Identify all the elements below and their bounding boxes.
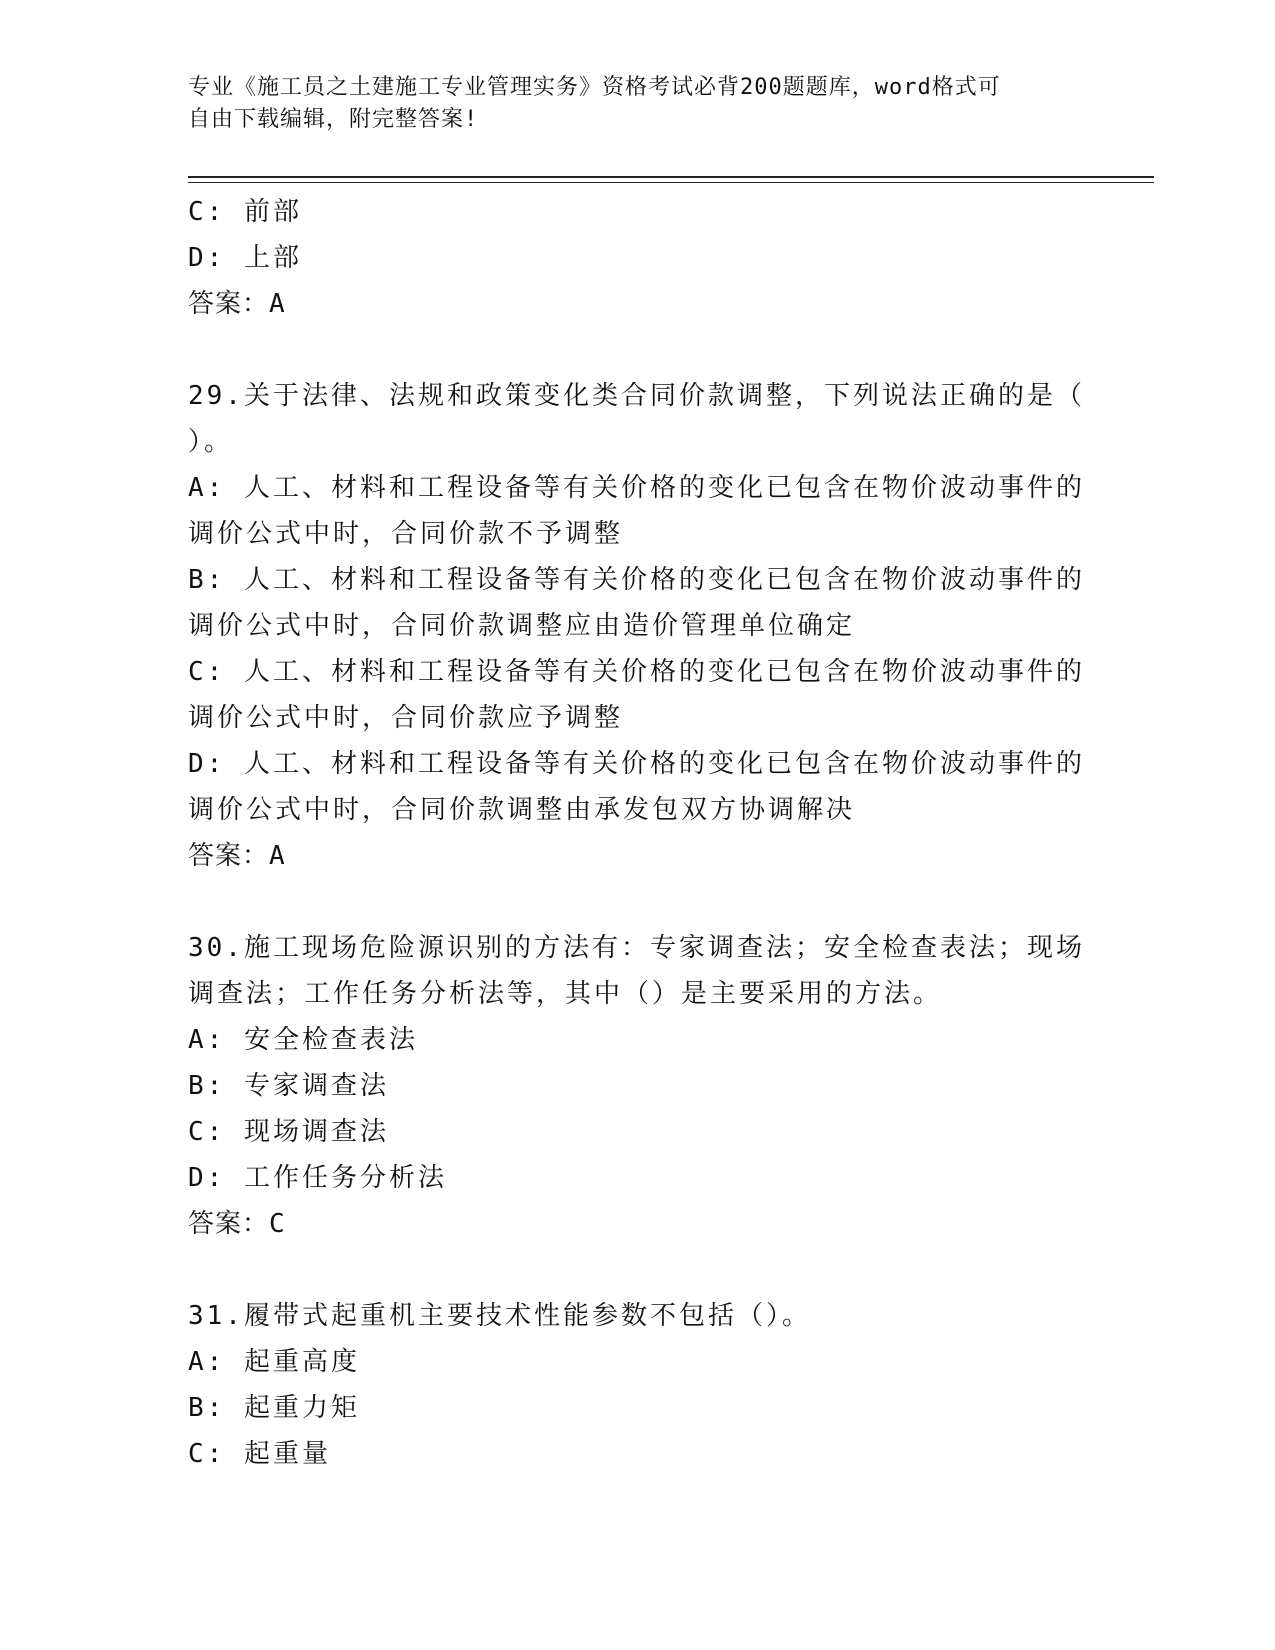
option-d: D: 工作任务分析法 [188, 1163, 447, 1193]
answer-label: 答案： [188, 841, 270, 871]
header-line-2: 自由下载编辑，附完整答案! [188, 107, 479, 132]
spacer [188, 1247, 1088, 1293]
answer-line [188, 1201, 1088, 1247]
document-header [188, 72, 1088, 136]
option-a: A: 人工、材料和工程设备等有关价格的变化已包含在物价波动事件的 [188, 473, 1085, 503]
question-content [188, 189, 1088, 1477]
answer-value: C [269, 1209, 288, 1239]
question-text: 调查法；工作任务分析法等，其中（）是主要采用的方法。 [188, 979, 943, 1009]
question-31 [188, 1293, 1088, 1477]
question-28-continued [188, 189, 1088, 327]
option-c: C: 起重量 [188, 1439, 331, 1469]
header-line-1: 专业《施工员之土建施工专业管理实务》资格考试必背200题题库，word格式可 [188, 75, 1001, 100]
option-a: A: 安全检查表法 [188, 1025, 418, 1055]
option-c: C: 现场调查法 [188, 1117, 389, 1147]
spacer [188, 327, 1088, 373]
answer-line [188, 281, 1088, 327]
answer-value: A [269, 289, 288, 319]
option-d-cont: 调价公式中时，合同价款调整由承发包双方协调解决 [188, 795, 856, 825]
header-divider-thin [188, 182, 1154, 183]
answer-label: 答案： [188, 1209, 270, 1239]
question-text: 29.关于法律、法规和政策变化类合同价款调整，下列说法正确的是（ [188, 381, 1085, 411]
option-c-cont: 调价公式中时，合同价款应予调整 [188, 703, 624, 733]
answer-line [188, 833, 1088, 879]
option-c: C: 前部 [188, 197, 302, 227]
question-29 [188, 373, 1088, 879]
question-text: 30.施工现场危险源识别的方法有：专家调查法；安全检查表法；现场 [188, 933, 1085, 963]
option-c: C: 人工、材料和工程设备等有关价格的变化已包含在物价波动事件的 [188, 657, 1085, 687]
answer-value: A [269, 841, 288, 871]
question-text: ）。 [188, 427, 234, 457]
option-a-cont: 调价公式中时，合同价款不予调整 [188, 519, 624, 549]
option-b: B: 人工、材料和工程设备等有关价格的变化已包含在物价波动事件的 [188, 565, 1085, 595]
answer-label: 答案： [188, 289, 270, 319]
question-30 [188, 925, 1088, 1247]
option-d: D: 上部 [188, 243, 302, 273]
option-b: B: 专家调查法 [188, 1071, 389, 1101]
option-a: A: 起重高度 [188, 1347, 360, 1377]
spacer [188, 879, 1088, 925]
question-text: 31.履带式起重机主要技术性能参数不包括（）。 [188, 1301, 811, 1331]
header-divider-thick [188, 176, 1154, 178]
option-b-cont: 调价公式中时，合同价款调整应由造价管理单位确定 [188, 611, 856, 641]
option-b: B: 起重力矩 [188, 1393, 360, 1423]
option-d: D: 人工、材料和工程设备等有关价格的变化已包含在物价波动事件的 [188, 749, 1085, 779]
